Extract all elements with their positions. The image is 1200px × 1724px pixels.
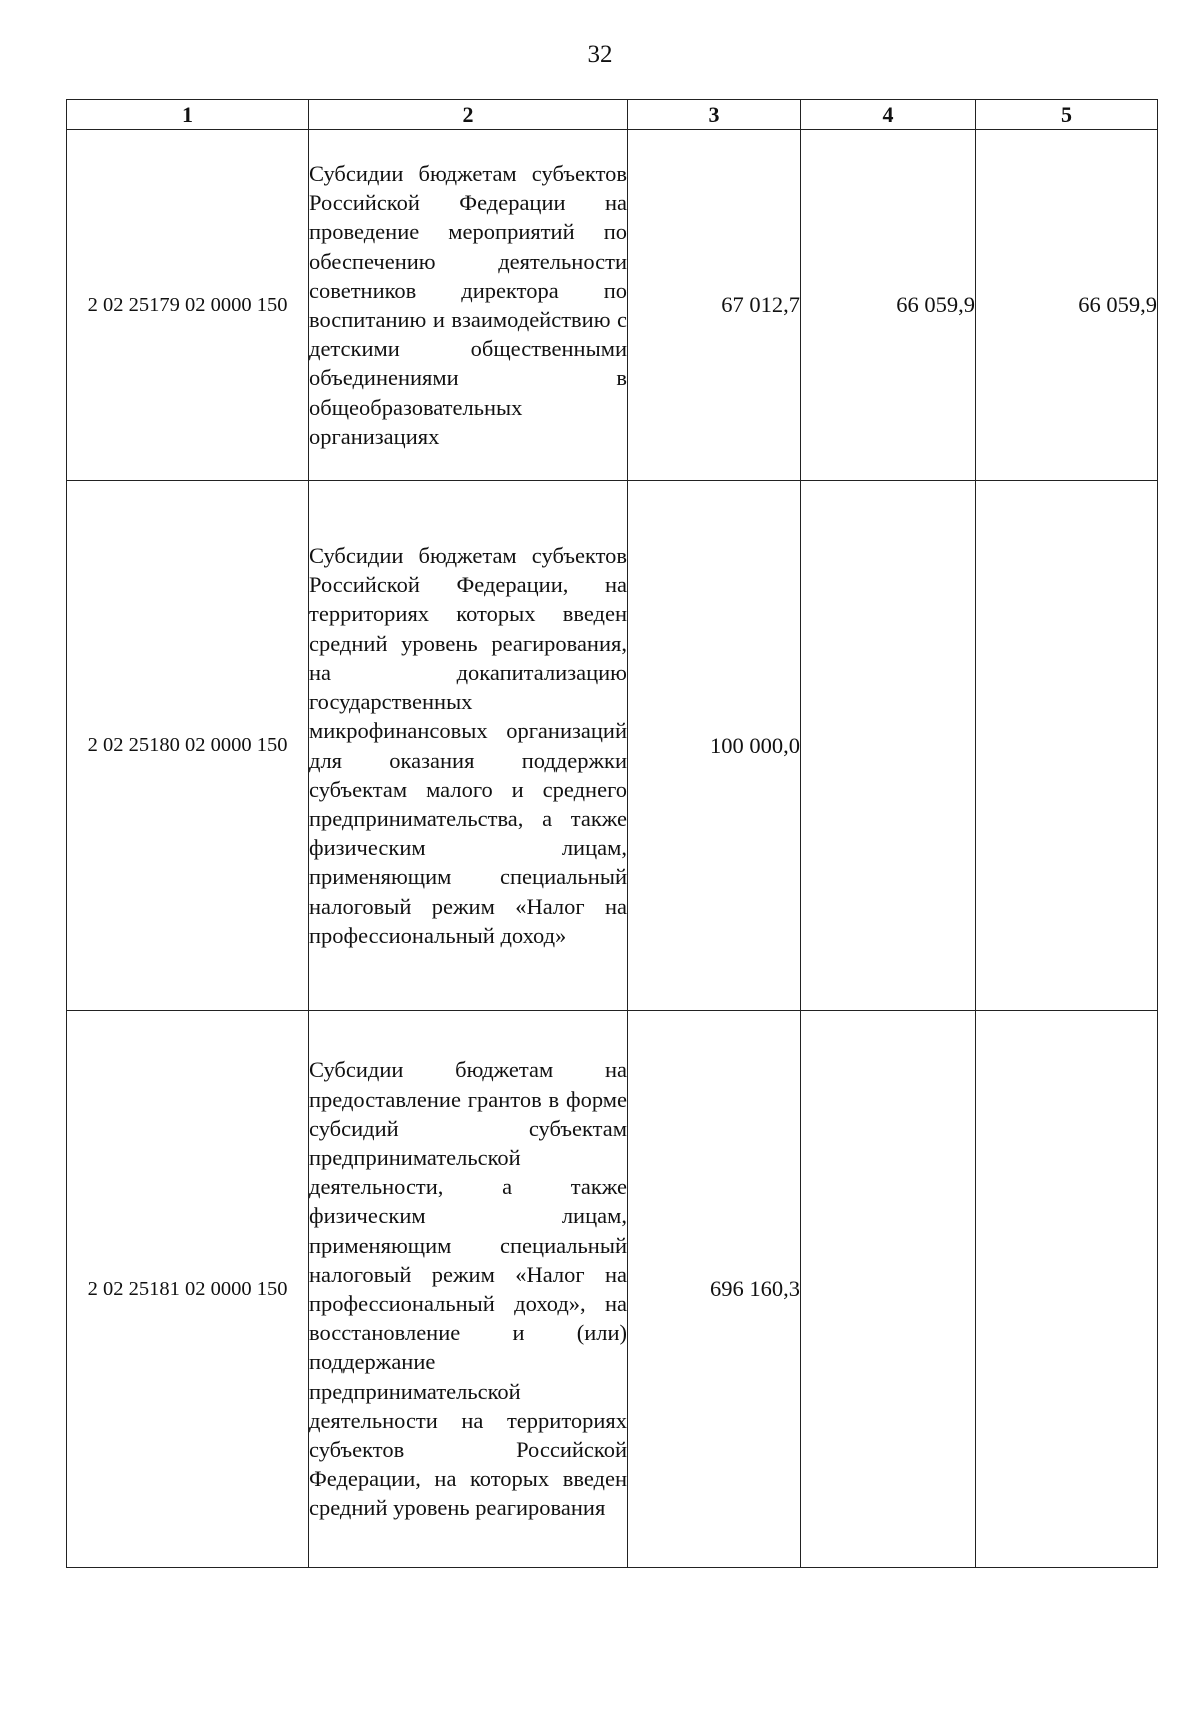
amount-col4 <box>801 1011 976 1568</box>
amount-col3: 67 012,7 <box>628 130 801 481</box>
table-row <box>67 481 1158 1011</box>
amount-col5 <box>976 481 1158 1011</box>
column-header-5: 5 <box>976 100 1158 130</box>
row-description: Субсидии бюджетам субъектов Российской Федерации на проведение мероприятий по обеспечению деятельности советников директора по воспитанию и взаимодействию с детскими общественными объединениями в общеобразовательных организациях <box>309 130 628 481</box>
page-number: 32 <box>587 41 613 68</box>
row-description: Субсидии бюджетам на предоставление грантов в форме субсидий субъектам предпринимательской деятельности, а также физическим лицам, применяющим специальный налоговый режим «Налог на профессиональный доход», на восстановление и (или) поддержание предпринимательской деятельности на территориях субъектов Российской Федерации, на которых введен средний уровень реагирования <box>309 1011 628 1568</box>
amount-col5 <box>976 1011 1158 1568</box>
amount-col5: 66 059,9 <box>976 130 1158 481</box>
row-description: Субсидии бюджетам субъектов Российской Федерации, на территориях которых введен средний уровень реагирования, на докапитализацию государственных микрофинансовых организаций для оказания поддержки субъектам малого и среднего предпринимательства, а также физическим лицам, применяющим специальный налоговый режим «Налог на профессиональный доход» <box>309 481 628 1011</box>
table-header-row <box>67 100 1158 130</box>
budget-table <box>66 99 1158 1568</box>
table-row <box>67 1011 1158 1568</box>
amount-col4 <box>801 481 976 1011</box>
column-header-4: 4 <box>801 100 976 130</box>
budget-code: 2 02 25179 02 0000 150 <box>67 130 309 481</box>
column-header-1: 1 <box>67 100 309 130</box>
budget-code: 2 02 25181 02 0000 150 <box>67 1011 309 1568</box>
amount-col3: 696 160,3 <box>628 1011 801 1568</box>
table-row <box>67 130 1158 481</box>
column-header-3: 3 <box>628 100 801 130</box>
amount-col3: 100 000,0 <box>628 481 801 1011</box>
budget-code: 2 02 25180 02 0000 150 <box>67 481 309 1011</box>
column-header-2: 2 <box>309 100 628 130</box>
amount-col4: 66 059,9 <box>801 130 976 481</box>
